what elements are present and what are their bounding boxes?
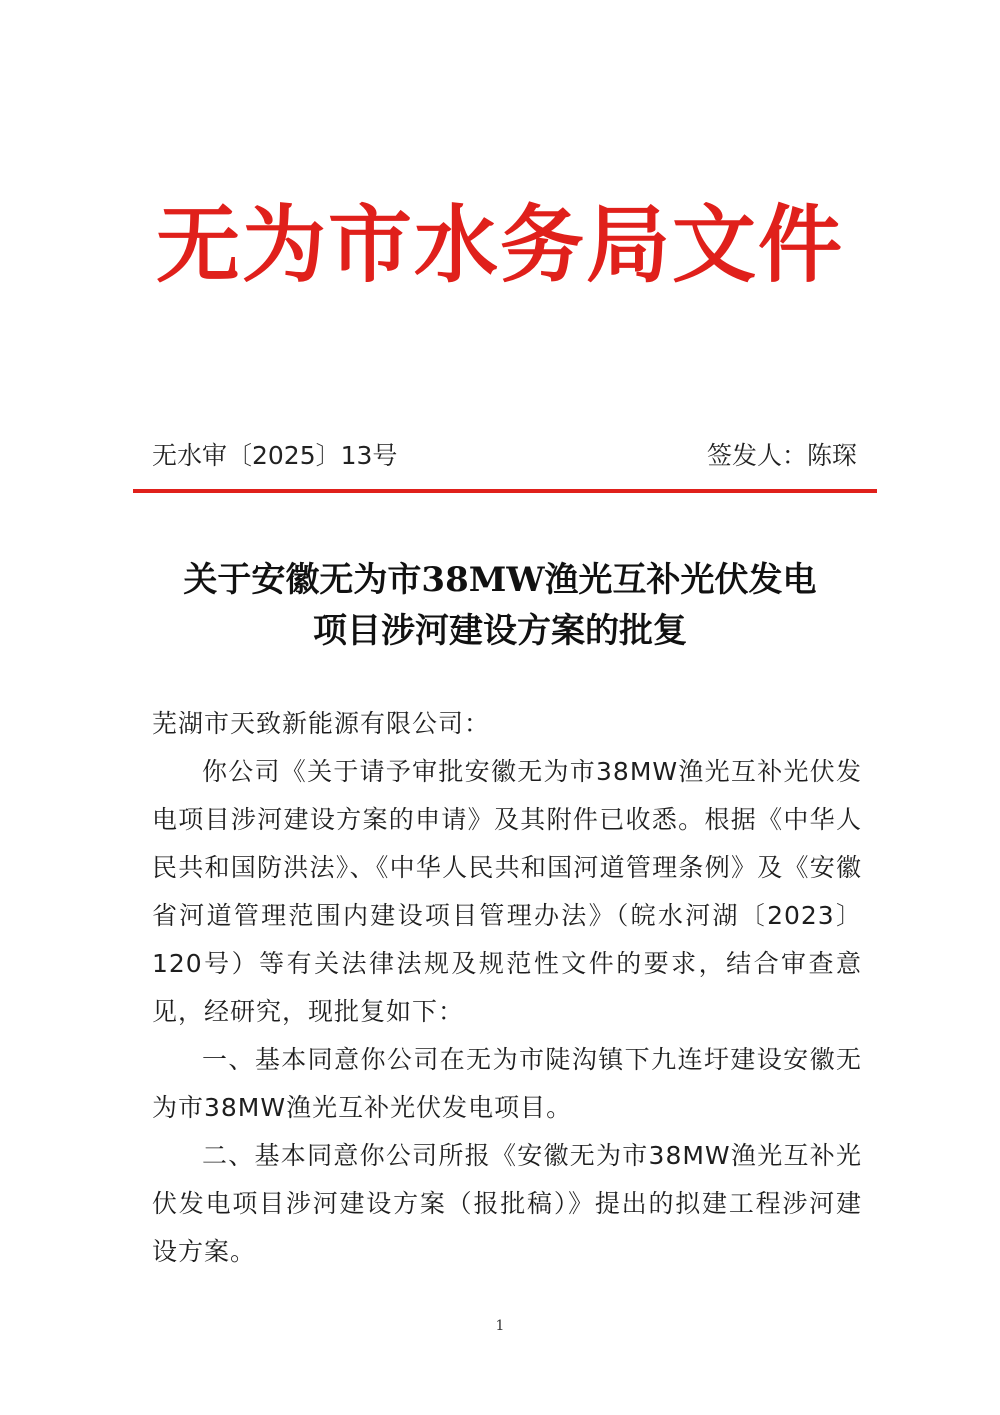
document-title	[0, 555, 1000, 657]
document-title-line-2: 项目涉河建设方案的批复	[313, 611, 687, 651]
document-number: 无水审〔2025〕13号	[152, 441, 398, 470]
body-paragraph: 你公司《关于请予审批安徽无为市38MW渔光互补光伏发电项目涉河建设方案的申请》及其附件已收悉。根据《中华人民共和国防洪法》、《中华人民共和国河道管理条例》及《安徽省河道管理范围内建设项目管理办法》（皖水河湖〔2023〕120号）等有关法律法规及规范性文件的要求，结合审查意见，经研究，现批复如下：	[152, 757, 862, 1026]
body-paragraph: 一、基本同意你公司在无为市陡沟镇下九连圩建设安徽无为市38MW渔光互补光伏发电项目。	[152, 1045, 862, 1122]
document-title-line-1: 关于安徽无为市38MW渔光互补光伏发电	[183, 560, 817, 600]
page-number: 1	[495, 1318, 505, 1334]
body-paragraph: 二、基本同意你公司所报《安徽无为市38MW渔光互补光伏发电项目涉河建设方案（报批稿）》提出的拟建工程涉河建设方案。	[152, 1141, 862, 1266]
signer: 签发人：陈琛	[706, 441, 857, 470]
document-body	[152, 700, 862, 1276]
red-divider	[133, 489, 877, 493]
recipient: 芜湖市天致新能源有限公司：	[152, 709, 491, 738]
document-meta	[152, 436, 857, 476]
masthead-title: 无为市水务局文件	[155, 195, 844, 294]
